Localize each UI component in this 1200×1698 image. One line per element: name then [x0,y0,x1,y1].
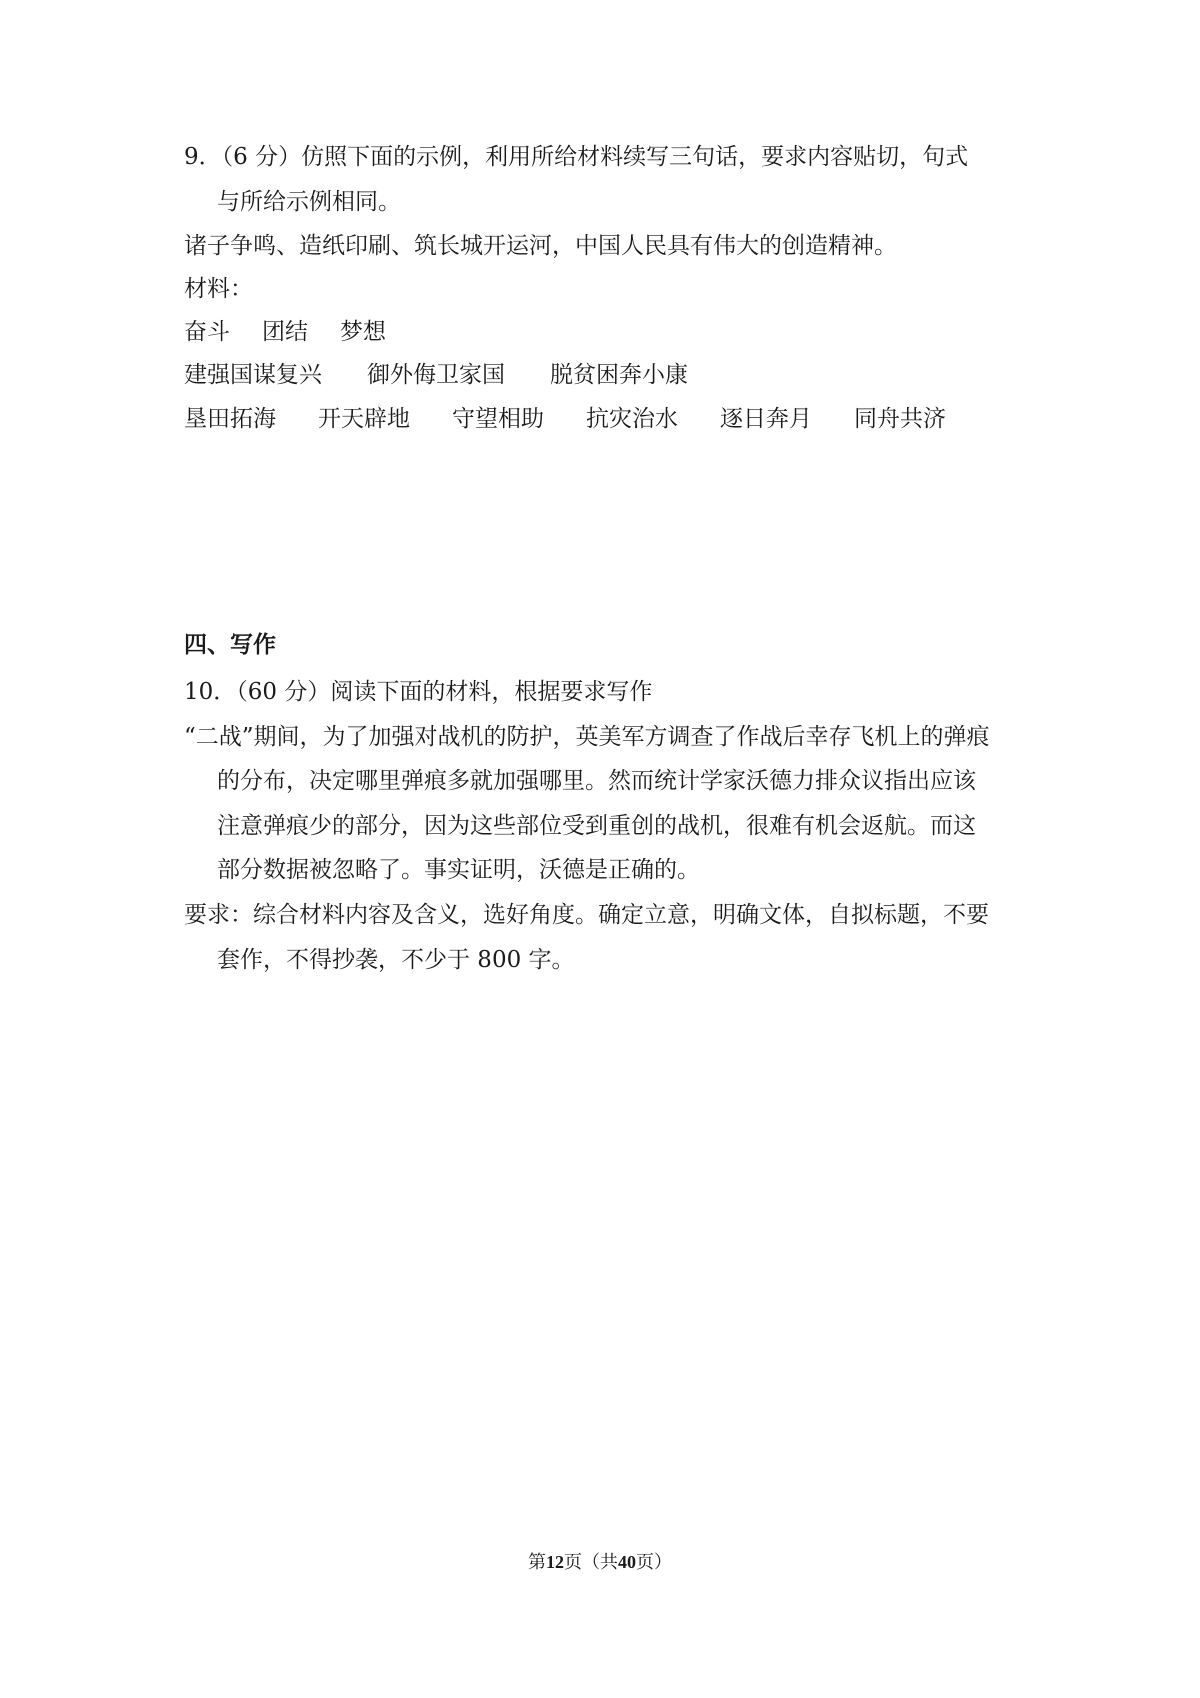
material-word: 开天辟地 [318,406,410,432]
material-word: 抗灾治水 [586,406,678,432]
material-word: 御外侮卫家国 [367,362,505,388]
q9-example: 诸子争鸣、造纸印刷、筑长城开运河，中国人民具有伟大的创造精神。 [184,233,897,259]
q10-stem: 10．（60 分）阅读下面的材料，根据要求写作 [184,679,653,705]
q10-requirement-line2: 套作，不得抄袭，不少于 800 字。 [217,947,575,973]
q9-material-label: 材料： [184,276,253,302]
q9-stem-line1: 9．（6 分）仿照下面的示例，利用所给材料续写三句话，要求内容贴切，句式 [184,144,969,170]
q10-material-line3: 注意弹痕少的部分，因为这些部位受到重创的战机，很难有机会返航。而这 [217,813,976,839]
current-page-number: 12 [546,1552,564,1572]
q10-material-line2: 的分布，决定哪里弹痕多就加强哪里。然而统计学家沃德力排众议指出应该 [217,768,976,794]
q10-material-line1: “二战”期间，为了加强对战机的防护，英美军方调查了作战后幸存飞机上的弹痕 [184,724,990,750]
footer-prefix: 第 [528,1552,546,1573]
material-word: 守望相助 [452,406,544,432]
q10-material-line4: 部分数据被忽略了。事实证明，沃德是正确的。 [217,857,700,883]
material-word: 梦想 [340,319,386,345]
section-title: 四、写作 [184,631,276,658]
footer-suffix: 页） [636,1552,672,1573]
material-word: 奋斗 [184,319,230,345]
q9-material-row3 [184,404,946,434]
total-page-count: 40 [618,1552,636,1572]
material-word: 团结 [262,319,308,345]
material-word: 同舟共济 [854,406,946,432]
material-word: 垦田拓海 [184,406,276,432]
material-word: 逐日奔月 [720,406,812,432]
q9-material-row1 [184,317,386,347]
q9-stem-line2: 与所给示例相同。 [217,189,401,215]
material-word: 建强国谋复兴 [184,362,322,388]
page-number-footer [0,1550,1200,1575]
footer-middle: 页（共 [564,1552,618,1573]
q9-material-row2 [184,360,688,390]
q10-requirement-line1: 要求：综合材料内容及含义，选好角度。确定立意，明确文体，自拟标题，不要 [184,902,989,928]
material-word: 脱贫困奔小康 [550,362,688,388]
